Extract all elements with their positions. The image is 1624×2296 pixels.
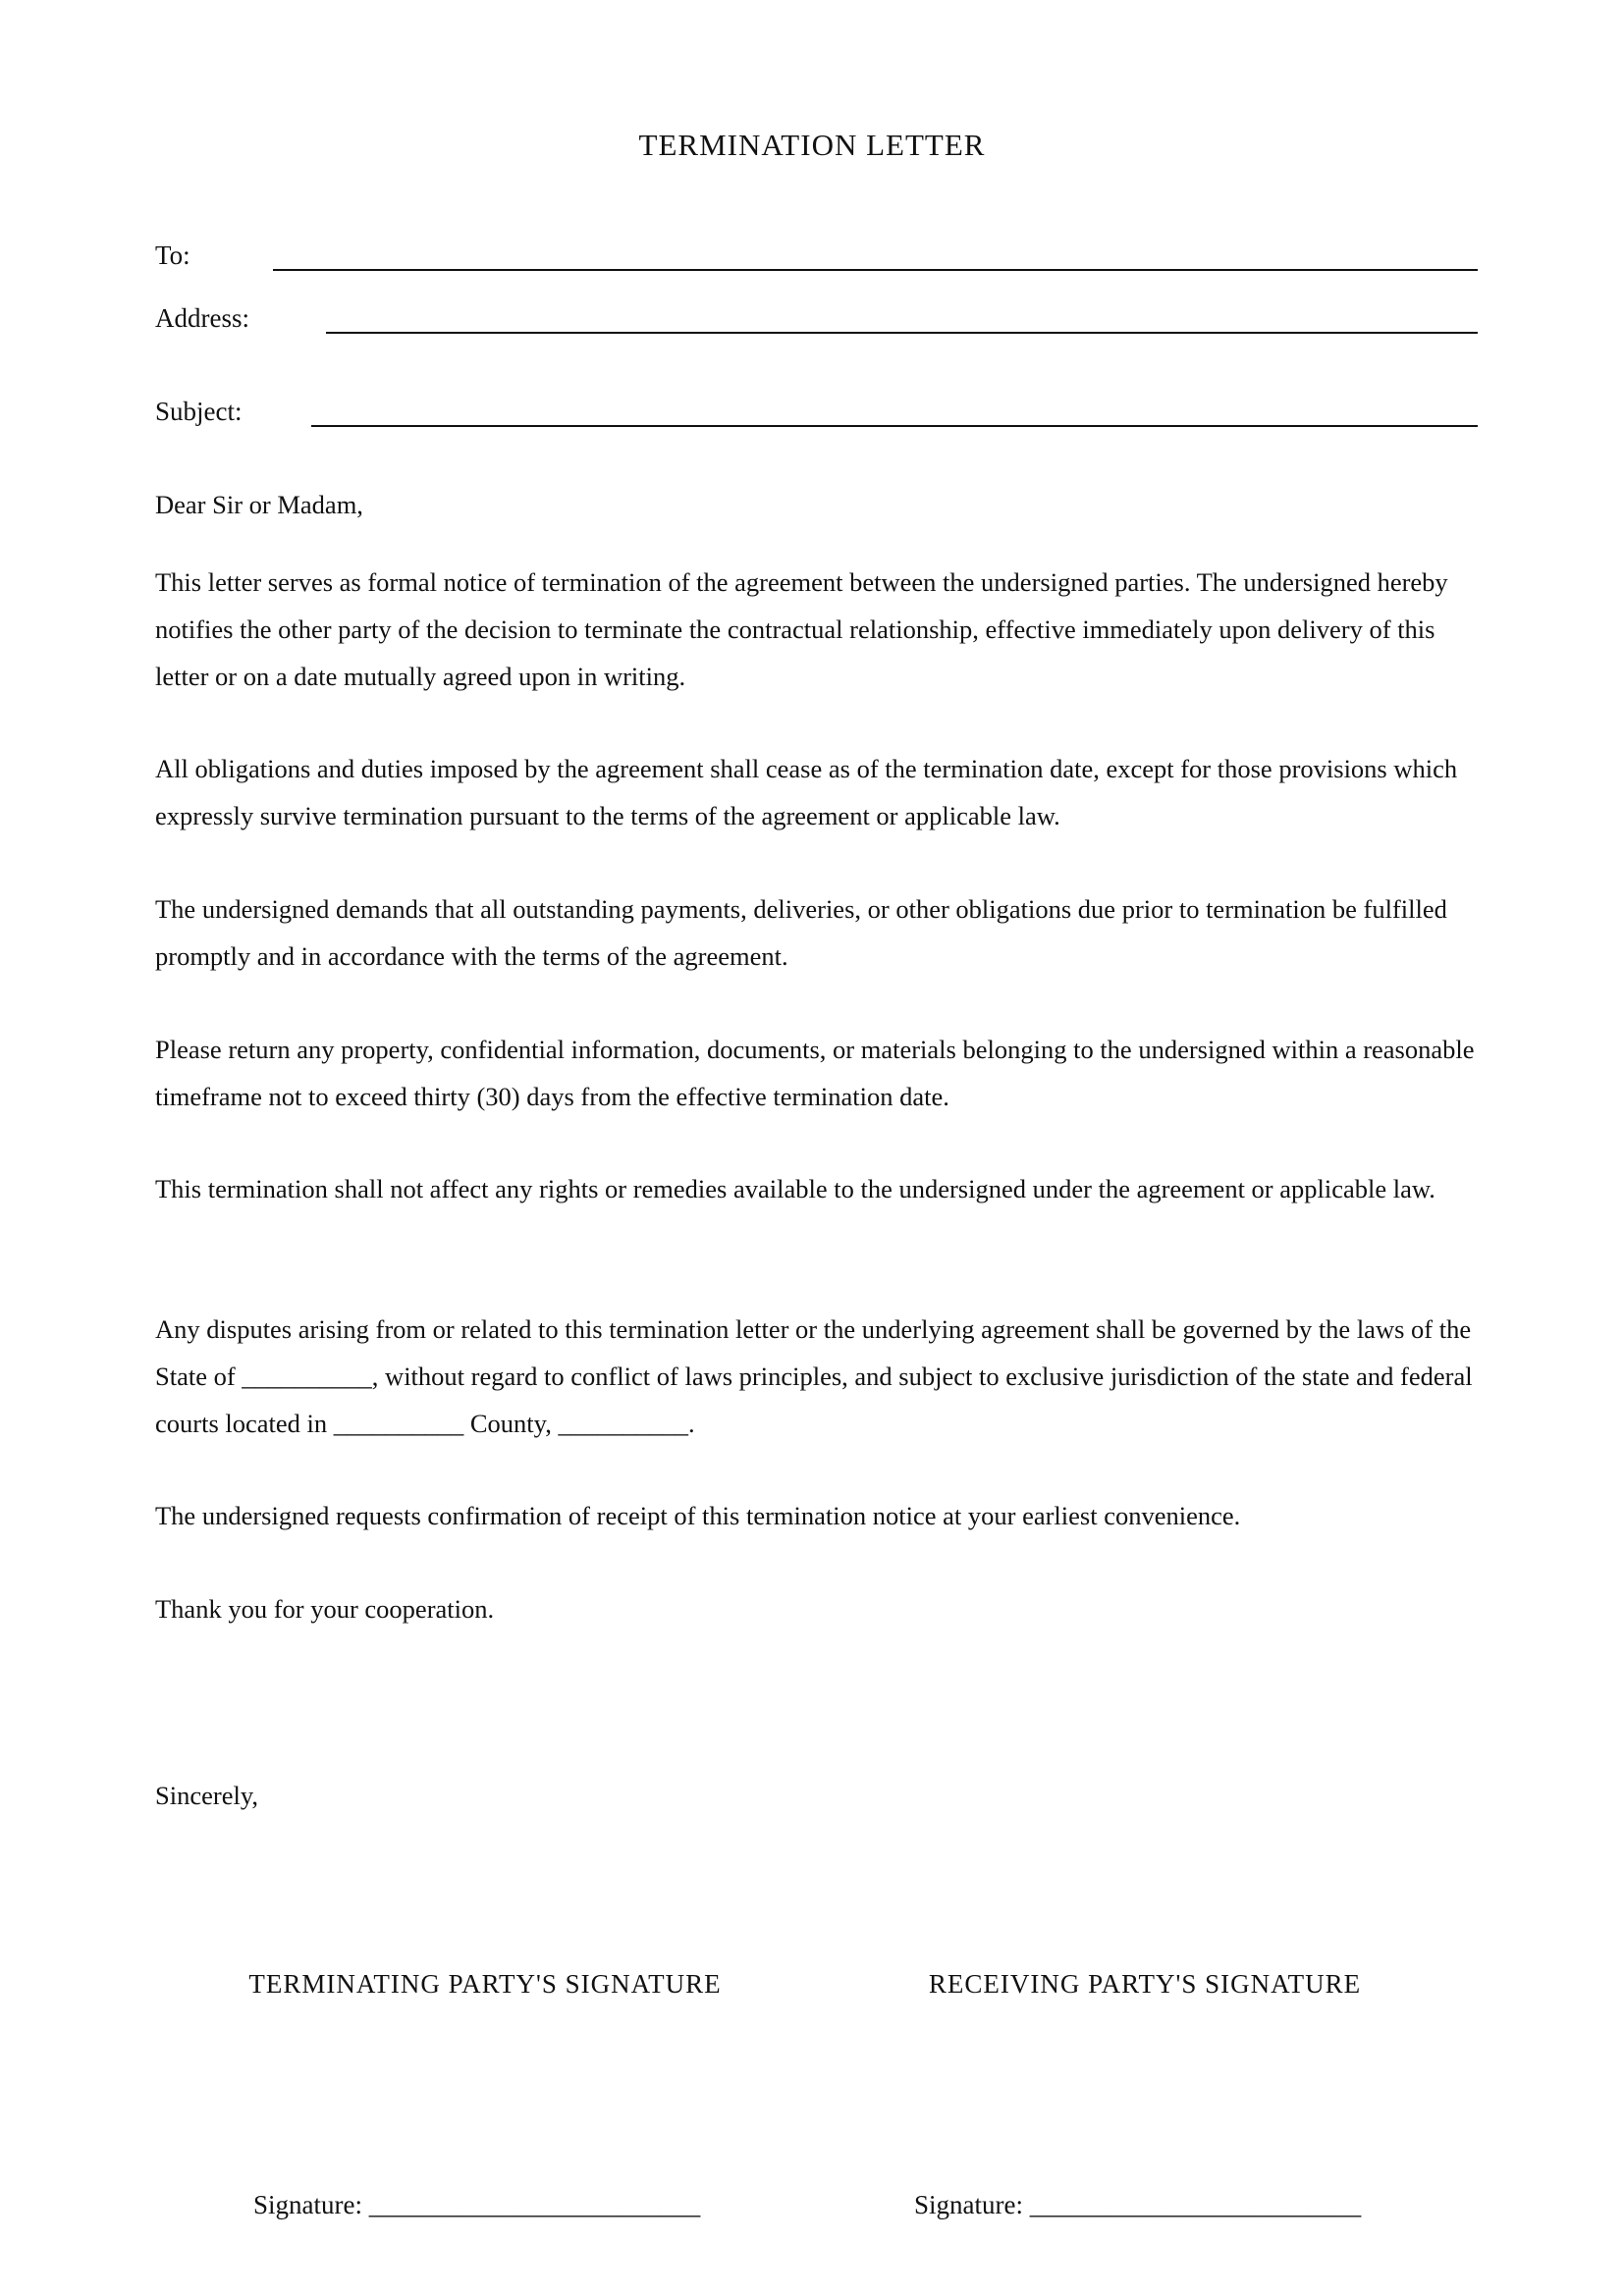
paragraph-payments: The undersigned demands that all outstanding payments, deliveries, or other obligations due prior to termination be fulfilled promptly and in accordance with the terms of the agreement. <box>155 894 1447 971</box>
subject-label: Subject: <box>155 397 243 426</box>
paragraph-termination-notice: This letter serves as formal notice of termination of the agreement between the undersigned parties. The undersigned hereby notifies the other party of the decision to terminate the contractual relationship, effective immediately upon delivery of this letter or on a date mutually agreed upon in writing. <box>155 567 1448 691</box>
terminating-party-heading: TERMINATING PARTY'S SIGNATURE <box>248 1969 722 1999</box>
to-label: To: <box>155 240 190 270</box>
paragraph-disputes: Any disputes arising from or related to this termination letter or the underlying agreement shall be governed by the laws of the State of __________, without regard to conflict of laws principles, and subject to exclusive jurisdiction of the state and federal courts located in __________ County, __________. <box>155 1314 1473 1438</box>
paragraph-confirmation: The undersigned requests confirmation of receipt of this termination notice at your earliest convenience. <box>155 1501 1241 1530</box>
subject-field-line[interactable] <box>311 425 1478 427</box>
paragraph-rights: This termination shall not affect any rights or remedies available to the undersigned under the agreement or applicable law. <box>155 1174 1435 1203</box>
terminating-signature-line[interactable]: Signature: _________________________ <box>253 2190 701 2219</box>
address-label: Address: <box>155 303 249 333</box>
paragraph-return-property: Please return any property, confidential information, documents, or materials belonging to the undersigned within a reasonable timeframe not to exceed thirty (30) days from the effective termination date. <box>155 1035 1475 1111</box>
receiving-signature-line[interactable]: Signature: _________________________ <box>914 2190 1362 2219</box>
paragraph-thanks: Thank you for your cooperation. <box>155 1594 495 1624</box>
paragraph-obligations: All obligations and duties imposed by the agreement shall cease as of the termination date, except for those provisions which expressly survive termination pursuant to the terms of the agreement or applicable law. <box>155 754 1458 830</box>
salutation: Dear Sir or Madam, <box>155 490 363 519</box>
address-field-line[interactable] <box>326 332 1478 334</box>
document-title: TERMINATION LETTER <box>638 128 986 162</box>
to-field-line[interactable] <box>273 269 1478 271</box>
receiving-party-heading: RECEIVING PARTY'S SIGNATURE <box>928 1969 1362 1999</box>
closing: Sincerely, <box>155 1781 258 1810</box>
